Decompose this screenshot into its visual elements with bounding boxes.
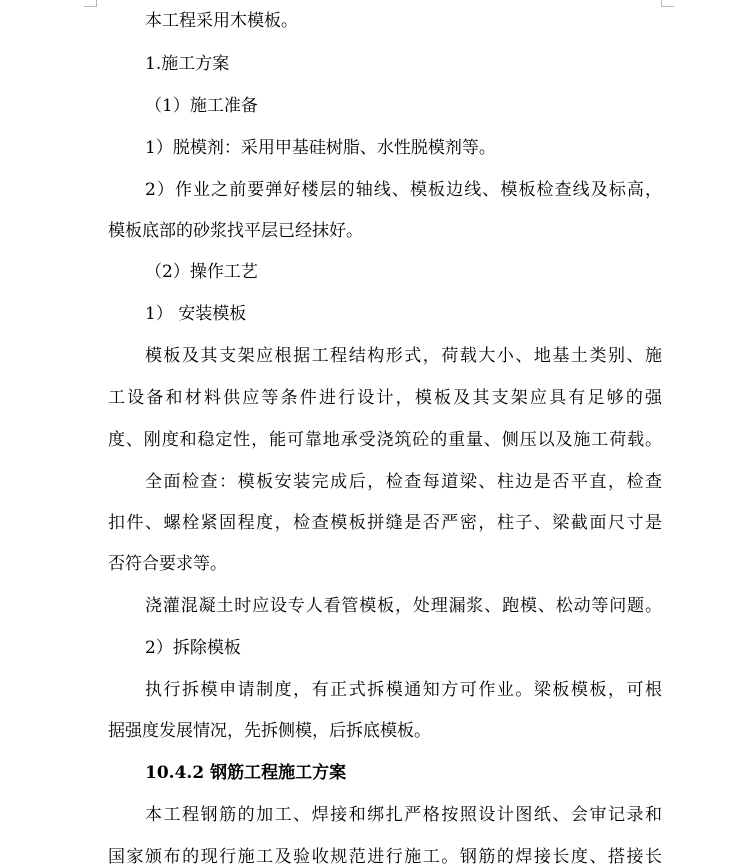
paragraph-formwork-design xyxy=(0,341,737,371)
paragraph-layout-lines xyxy=(0,175,737,205)
subsection-heading-operation-process xyxy=(0,257,737,287)
section-heading-rebar-plan xyxy=(0,758,737,788)
paragraph-removal-request-continued xyxy=(0,716,737,746)
text-line: 全面检查：模板安装完成后，检查每道梁、柱边是否平直，检查 xyxy=(145,472,662,492)
heading-text: （1）施工准备 xyxy=(145,96,258,116)
subsection-heading-preparation xyxy=(0,91,737,121)
heading-text: 2）拆除模板 xyxy=(145,638,241,658)
step-heading-remove-formwork xyxy=(0,633,737,663)
text-line: 否符合要求等。 xyxy=(108,554,227,574)
text-line: 2）作业之前要弹好楼层的轴线、模板边线、模板检查线及标高， xyxy=(145,180,662,200)
text-line: 本工程采用木模板。 xyxy=(145,11,298,31)
paragraph-formwork-design-end xyxy=(0,425,737,455)
heading-text: 1） 安装模板 xyxy=(145,304,247,324)
step-heading-install-formwork xyxy=(0,299,737,329)
text-line: 度、刚度和稳定性，能可靠地承受浇筑砼的重量、侧压以及施工荷载。 xyxy=(108,430,662,450)
heading-text: 10.4.2 钢筋工程施工方案 xyxy=(145,763,347,783)
paragraph-formwork-design-continued xyxy=(0,383,737,413)
text-line: 1）脱模剂：采用甲基硅树脂、水性脱模剂等。 xyxy=(145,138,496,158)
text-line: 据强度发展情况，先拆侧模，后拆底模板。 xyxy=(108,721,431,741)
text-line: 国家颁布的现行施工及验收规范进行施工。钢筋的焊接长度、搭接长 xyxy=(108,847,662,867)
paragraph-layout-lines-continued xyxy=(0,216,737,246)
text-line: 模板底部的砂浆找平层已经抹好。 xyxy=(108,221,363,241)
text-line: 模板及其支架应根据工程结构形式，荷载大小、地基土类别、施 xyxy=(145,346,662,366)
heading-text: 1.施工方案 xyxy=(145,54,230,74)
text-line: 执行拆模申请制度，有正式拆模通知方可作业。梁板模板，可根 xyxy=(145,680,662,700)
section-heading-construction-plan xyxy=(0,49,737,79)
text-line: 工设备和材料供应等条件进行设计，模板及其支架应具有足够的强 xyxy=(108,388,662,408)
paragraph-pouring-supervision xyxy=(0,591,737,621)
paragraph-inspection xyxy=(0,467,737,497)
paragraph-intro xyxy=(0,6,737,36)
paragraph-rebar-processing-continued xyxy=(0,842,737,867)
paragraph-inspection-end xyxy=(0,549,737,579)
paragraph-inspection-continued xyxy=(0,508,737,538)
paragraph-rebar-processing xyxy=(0,800,737,830)
text-line: 扣件、螺栓紧固程度，检查模板拼缝是否严密，柱子、梁截面尺寸是 xyxy=(108,513,662,533)
text-line: 浇灌混凝土时应设专人看管模板，处理漏浆、跑模、松动等问题。 xyxy=(145,596,662,616)
paragraph-release-agent xyxy=(0,133,737,163)
text-line: 本工程钢筋的加工、焊接和绑扎严格按照设计图纸、会审记录和 xyxy=(145,805,662,825)
heading-text: （2）操作工艺 xyxy=(145,262,258,282)
paragraph-removal-request xyxy=(0,675,737,705)
